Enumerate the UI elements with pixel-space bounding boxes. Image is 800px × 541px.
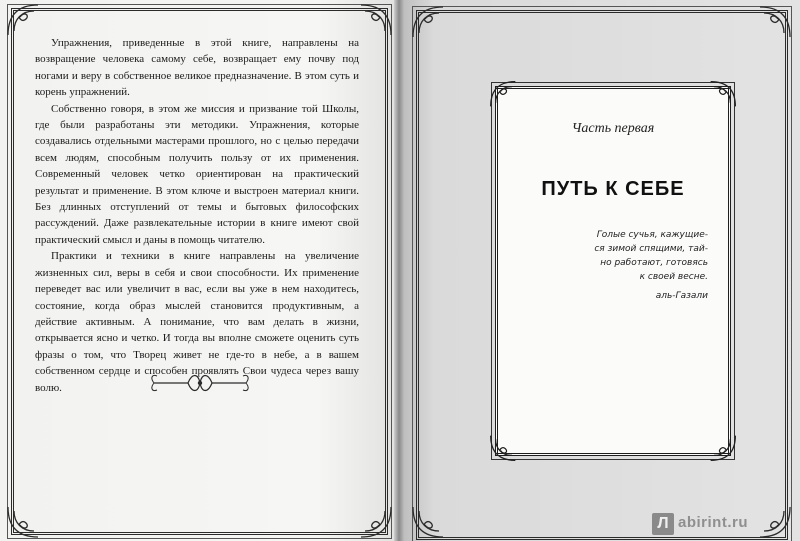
ornament-corner-icon bbox=[489, 434, 517, 462]
ornament-divider-icon bbox=[148, 370, 252, 396]
chapter-title: ПУТЬ К СЕБЕ bbox=[541, 178, 685, 200]
epigraph-line: Голые сучья, кажущие- bbox=[596, 230, 708, 240]
ornament-corner-icon bbox=[489, 80, 517, 108]
paragraph: Практики и техники в книге направлены на увеличение жизненных сил, веры в себя и свои способности. Их применение переведет вас или увеличит в вас, если вы уже в нем находитесь, состояние, когда образ мыслей становится продуктивным, а действие активным. А понимание, что вам делать в жизни, открывается ясно и четко. И тогда вы вполне сможете оценить суть фразы о том, что Творец живет не где-то в небе, а в вашем собственном сердце и способен проявлять Свои чудеса через вашу волю. bbox=[35, 250, 359, 394]
paragraph: Упражнения, приведенные в этой книге, направлены на возвращение человека самому себе, возвращает ему почву под ногами и веру в собственное великое предназначение. В этом суть и корень упражнений. bbox=[35, 37, 359, 99]
paragraph: Собственно говоря, в этом же миссия и призвание той Школы, где были разработаны эти методики. Упражнения, которые создавались отдельными мастерами прошлого, но с целью передачи всем людям, способным получить пользу от их применения. Современный человек четко ориентирован на практический результат и применение. В этом ключе и выстроен материал книги. Без длинных отступлений от темы и бытовых философских рассуждений. Даже развлекательные истории в книге имеют свой практический смысл и даны в помощь читателю. bbox=[35, 102, 359, 246]
part-title: Часть первая bbox=[571, 121, 655, 136]
epigraph bbox=[588, 228, 708, 284]
ornament-corner-icon bbox=[6, 505, 40, 539]
left-page-body-text bbox=[35, 35, 359, 396]
watermark-logo: Л bbox=[652, 513, 674, 535]
watermark-text: abirint.ru bbox=[678, 514, 749, 531]
ornament-corner-icon bbox=[6, 3, 40, 37]
epigraph-line: к своей весне. bbox=[639, 272, 708, 282]
epigraph-line: но работают, готовясь bbox=[600, 258, 708, 268]
ornament-corner-icon bbox=[758, 5, 792, 39]
ornament-corner-icon bbox=[709, 434, 737, 462]
ornament-corner-icon bbox=[359, 505, 393, 539]
epigraph-author: аль-Газали bbox=[655, 291, 708, 301]
ornament-corner-icon bbox=[359, 3, 393, 37]
ornament-corner-icon bbox=[709, 80, 737, 108]
book-gutter bbox=[394, 0, 404, 541]
ornament-corner-icon bbox=[411, 505, 445, 539]
ornament-corner-icon bbox=[758, 505, 792, 539]
ornament-corner-icon bbox=[411, 5, 445, 39]
epigraph-line: ся зимой спящими, тай- bbox=[594, 244, 708, 254]
